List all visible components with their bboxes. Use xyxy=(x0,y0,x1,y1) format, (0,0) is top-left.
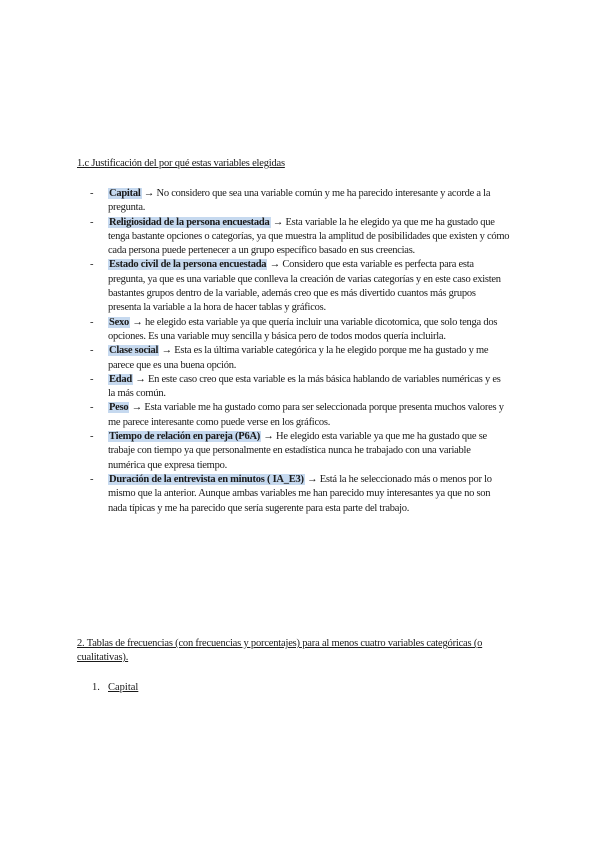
arrow-icon: → xyxy=(272,216,284,228)
list-item xyxy=(0,473,510,516)
arrow-icon: → xyxy=(132,316,143,328)
bullet-dash: - xyxy=(90,373,94,385)
bullet-dash: - xyxy=(90,188,94,199)
variable-name: Duración de la entrevista en minutos ( IA_E3) xyxy=(109,473,304,485)
bullet-dash: - xyxy=(90,316,94,328)
variable-name: Edad xyxy=(109,373,132,385)
variable-name: Capital xyxy=(109,188,141,199)
arrow-icon: → xyxy=(263,431,274,443)
list-item xyxy=(0,258,510,315)
bullet-dash: - xyxy=(90,431,94,443)
bullet-dash: - xyxy=(90,216,94,228)
list-item xyxy=(0,401,510,430)
item-text: En este caso creo que esta variable es la más básica hablando de variables numéricas y es la más común. xyxy=(108,373,501,400)
variable-justification-list xyxy=(0,187,600,516)
bullet-dash: - xyxy=(90,345,94,357)
variable-name: Tiempo de relación en pareja (P6A) xyxy=(109,431,261,443)
bullet-dash: - xyxy=(90,473,94,485)
list-item xyxy=(0,430,510,473)
variable-name: Clase social xyxy=(109,345,159,357)
list-item xyxy=(0,344,510,373)
variable-name: Religiosidad de la persona encuestada xyxy=(109,216,270,228)
arrow-icon: → xyxy=(143,188,155,199)
list-item xyxy=(0,316,510,345)
list-item xyxy=(0,187,510,216)
numbered-item xyxy=(92,681,138,695)
item-text: He elegido esta variable ya que me ha gustado que se trabaje con tiempo ya que personalmente en estadística nunca he trabajado con una variable numérica que expresa tiempo. xyxy=(108,431,487,471)
numbered-list xyxy=(92,681,138,695)
bullet-dash: - xyxy=(90,259,94,271)
arrow-icon: → xyxy=(161,345,172,357)
section-2-heading: 2. Tablas de frecuencias (con frecuencias y porcentajes) para al menos cuatro variables categóricas (o cualitativas). xyxy=(77,638,483,663)
list-item xyxy=(0,373,510,402)
arrow-icon: → xyxy=(269,259,280,271)
item-text: Considero que esta variable es perfecta para esta pregunta, ya que es una variable que conlleva la creación de varias categorías y en este caso existen bastantes grupos dentro de la variable, además creo que es más divertido cuantos más grupos presenta la variable a la hora de hacer tablas y gráficos. xyxy=(108,259,501,314)
variable-name: Peso xyxy=(109,402,129,414)
item-text: No considero que sea una variable común y me ha parecido interesante y acorde a la pregunta. xyxy=(108,188,491,214)
item-text: Esta variable la he elegido ya que me ha gustado que tenga bastante opciones o categorías, ya que muestra la amplitud de posibilidades que existen y cómo cada persona puede pertenecer a un grupo específico basado en sus creencias. xyxy=(108,216,510,257)
item-number: 1. xyxy=(92,682,100,693)
variable-name: Sexo xyxy=(109,316,129,328)
bullet-dash: - xyxy=(90,402,94,414)
item-label: Capital xyxy=(108,682,139,693)
variable-name: Estado civil de la persona encuestada xyxy=(109,259,267,271)
arrow-icon: → xyxy=(307,473,318,485)
arrow-icon: → xyxy=(135,373,146,385)
item-text: Está la he seleccionado más o menos por lo mismo que la anterior. Aunque ambas variables me han parecido muy interesantes ya que no son nada típicas y me ha parecido que sería sugerente para esta parte del trabajo. xyxy=(108,473,492,514)
item-text: Esta variable me ha gustado como para ser seleccionada porque presenta muchos valores y me parece interesante como puede verse en los gráficos. xyxy=(108,402,504,428)
list-item xyxy=(0,216,510,259)
item-text: Esta es la última variable categórica y la he elegido porque me ha gustado y me parece que es una buena opción. xyxy=(108,345,489,371)
item-text: he elegido esta variable ya que quería incluir una variable dicotomica, que solo tenga dos opciones. Es una variable muy sencilla y básica pero de todos modos quería incluirla. xyxy=(108,316,498,342)
section-1-heading: 1.c Justificación del por qué estas variables elegidas xyxy=(77,158,285,169)
arrow-icon: → xyxy=(131,402,143,414)
